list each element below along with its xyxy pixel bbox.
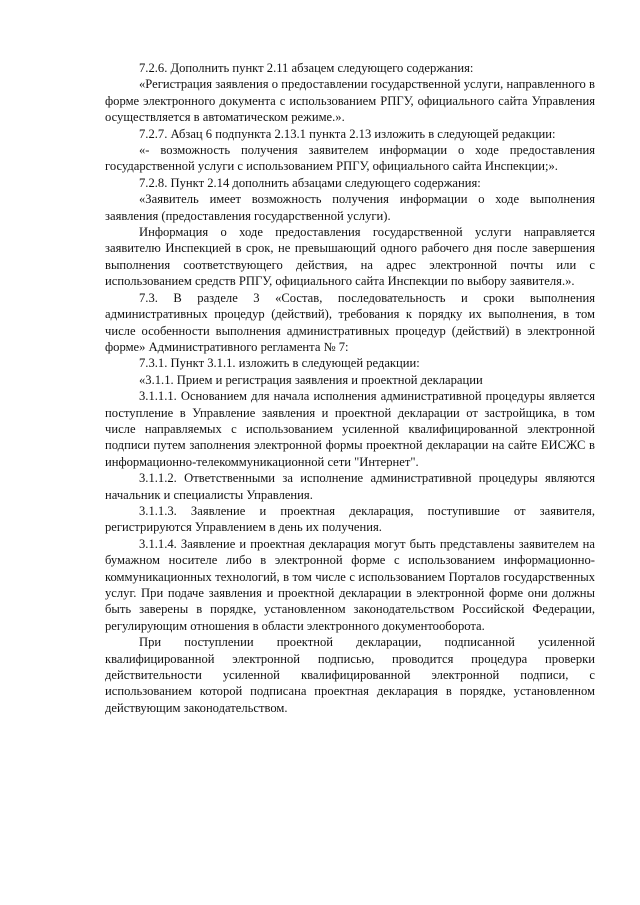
paragraph-7-2-8-quote-1: «Заявитель имеет возможность получения информации о ходе выполнения заявления (предоставления государственной услуги). [105,192,595,223]
paragraph-7-2-6: 7.2.6. Дополнить пункт 2.11 абзацем следующего содержания: [139,61,474,75]
paragraph-7-2-8-quote-2: Информация о ходе предоставления государственной услуги направляется заявителю Инспекцией в срок, не превышающий одного рабочего дня после завершения выполнения соответствующего действия, на адрес электронной почты или с использованием средств РПГУ, официального сайта Инспекции по выбору заявителя.». [105,225,595,289]
paragraph-7-3-1: 7.3.1. Пункт 3.1.1. изложить в следующей редакции: [139,356,420,371]
paragraph-signature-check: При поступлении проектной декларации, подписанной усиленной квалифицированной электронной подписью, проводится процедура проверки действительности усиленной квалифицированной электронной подписи, с использованием которой подписана проектная декларация в порядке, установленном действующим законодательством. [105,635,595,715]
document-body [105,60,595,716]
paragraph-7-2-6-quote: «Регистрация заявления о предоставлении государственной услуги, направленного в форме электронного документа с использованием РПГУ, официального сайта Управления осуществляется в автоматическом режиме.». [105,77,595,125]
paragraph-3-1-1-4: 3.1.1.4. Заявление и проектная декларация могут быть представлены заявителем на бумажном носителе либо в электронной форме с использованием информационно-коммуникационных технологий, в том числе с использованием Порталов государственных услуг. При подаче заявления и проектной декларации в электронной форме они должны быть заверены в порядке, установленном законодательством Российской Федерации, регулирующим отношения в области электронного документооборота. [105,536,595,633]
paragraph-7-2-7-quote: «- возможность получения заявителем информации о ходе предоставления государственной услуги с использованием РПГУ, официального сайта Инспекции;». [105,143,595,174]
paragraph-7-3: 7.3. В разделе 3 «Состав, последовательность и сроки выполнения административных процедур (действий), требования к порядку их выполнения, в том числе особенности выполнения административных процедур (действий) в электронной форме» Административного регламента № 7: [105,290,595,354]
paragraph-3-1-1-3: 3.1.1.3. Заявление и проектная декларация, поступившие от заявителя, регистрируются Управлением в день их получения. [105,503,595,535]
paragraph-7-2-7: 7.2.7. Абзац 6 подпункта 2.13.1 пункта 2.13 изложить в следующей редакции: [139,126,556,141]
paragraph-7-2-8: 7.2.8. Пункт 2.14 дополнить абзацами следующего содержания: [139,175,481,190]
paragraph-3-1-1-heading: «3.1.1. Прием и регистрация заявления и проектной декларации [139,372,483,387]
paragraph-3-1-1-2: 3.1.1.2. Ответственными за исполнение административной процедуры являются начальник и специалисты Управления. [105,471,595,502]
paragraph-3-1-1-1: 3.1.1.1. Основанием для начала исполнения административной процедуры является поступление в Управление заявления и проектной декларации от застройщика, в том числе направляемых с использованием усиленной квалифицированной электронной подписи путем заполнения электронной формы проектной декларации на сайте ЕИСЖС в информационно-телекоммуникационной сети "Интернет". [105,389,595,469]
